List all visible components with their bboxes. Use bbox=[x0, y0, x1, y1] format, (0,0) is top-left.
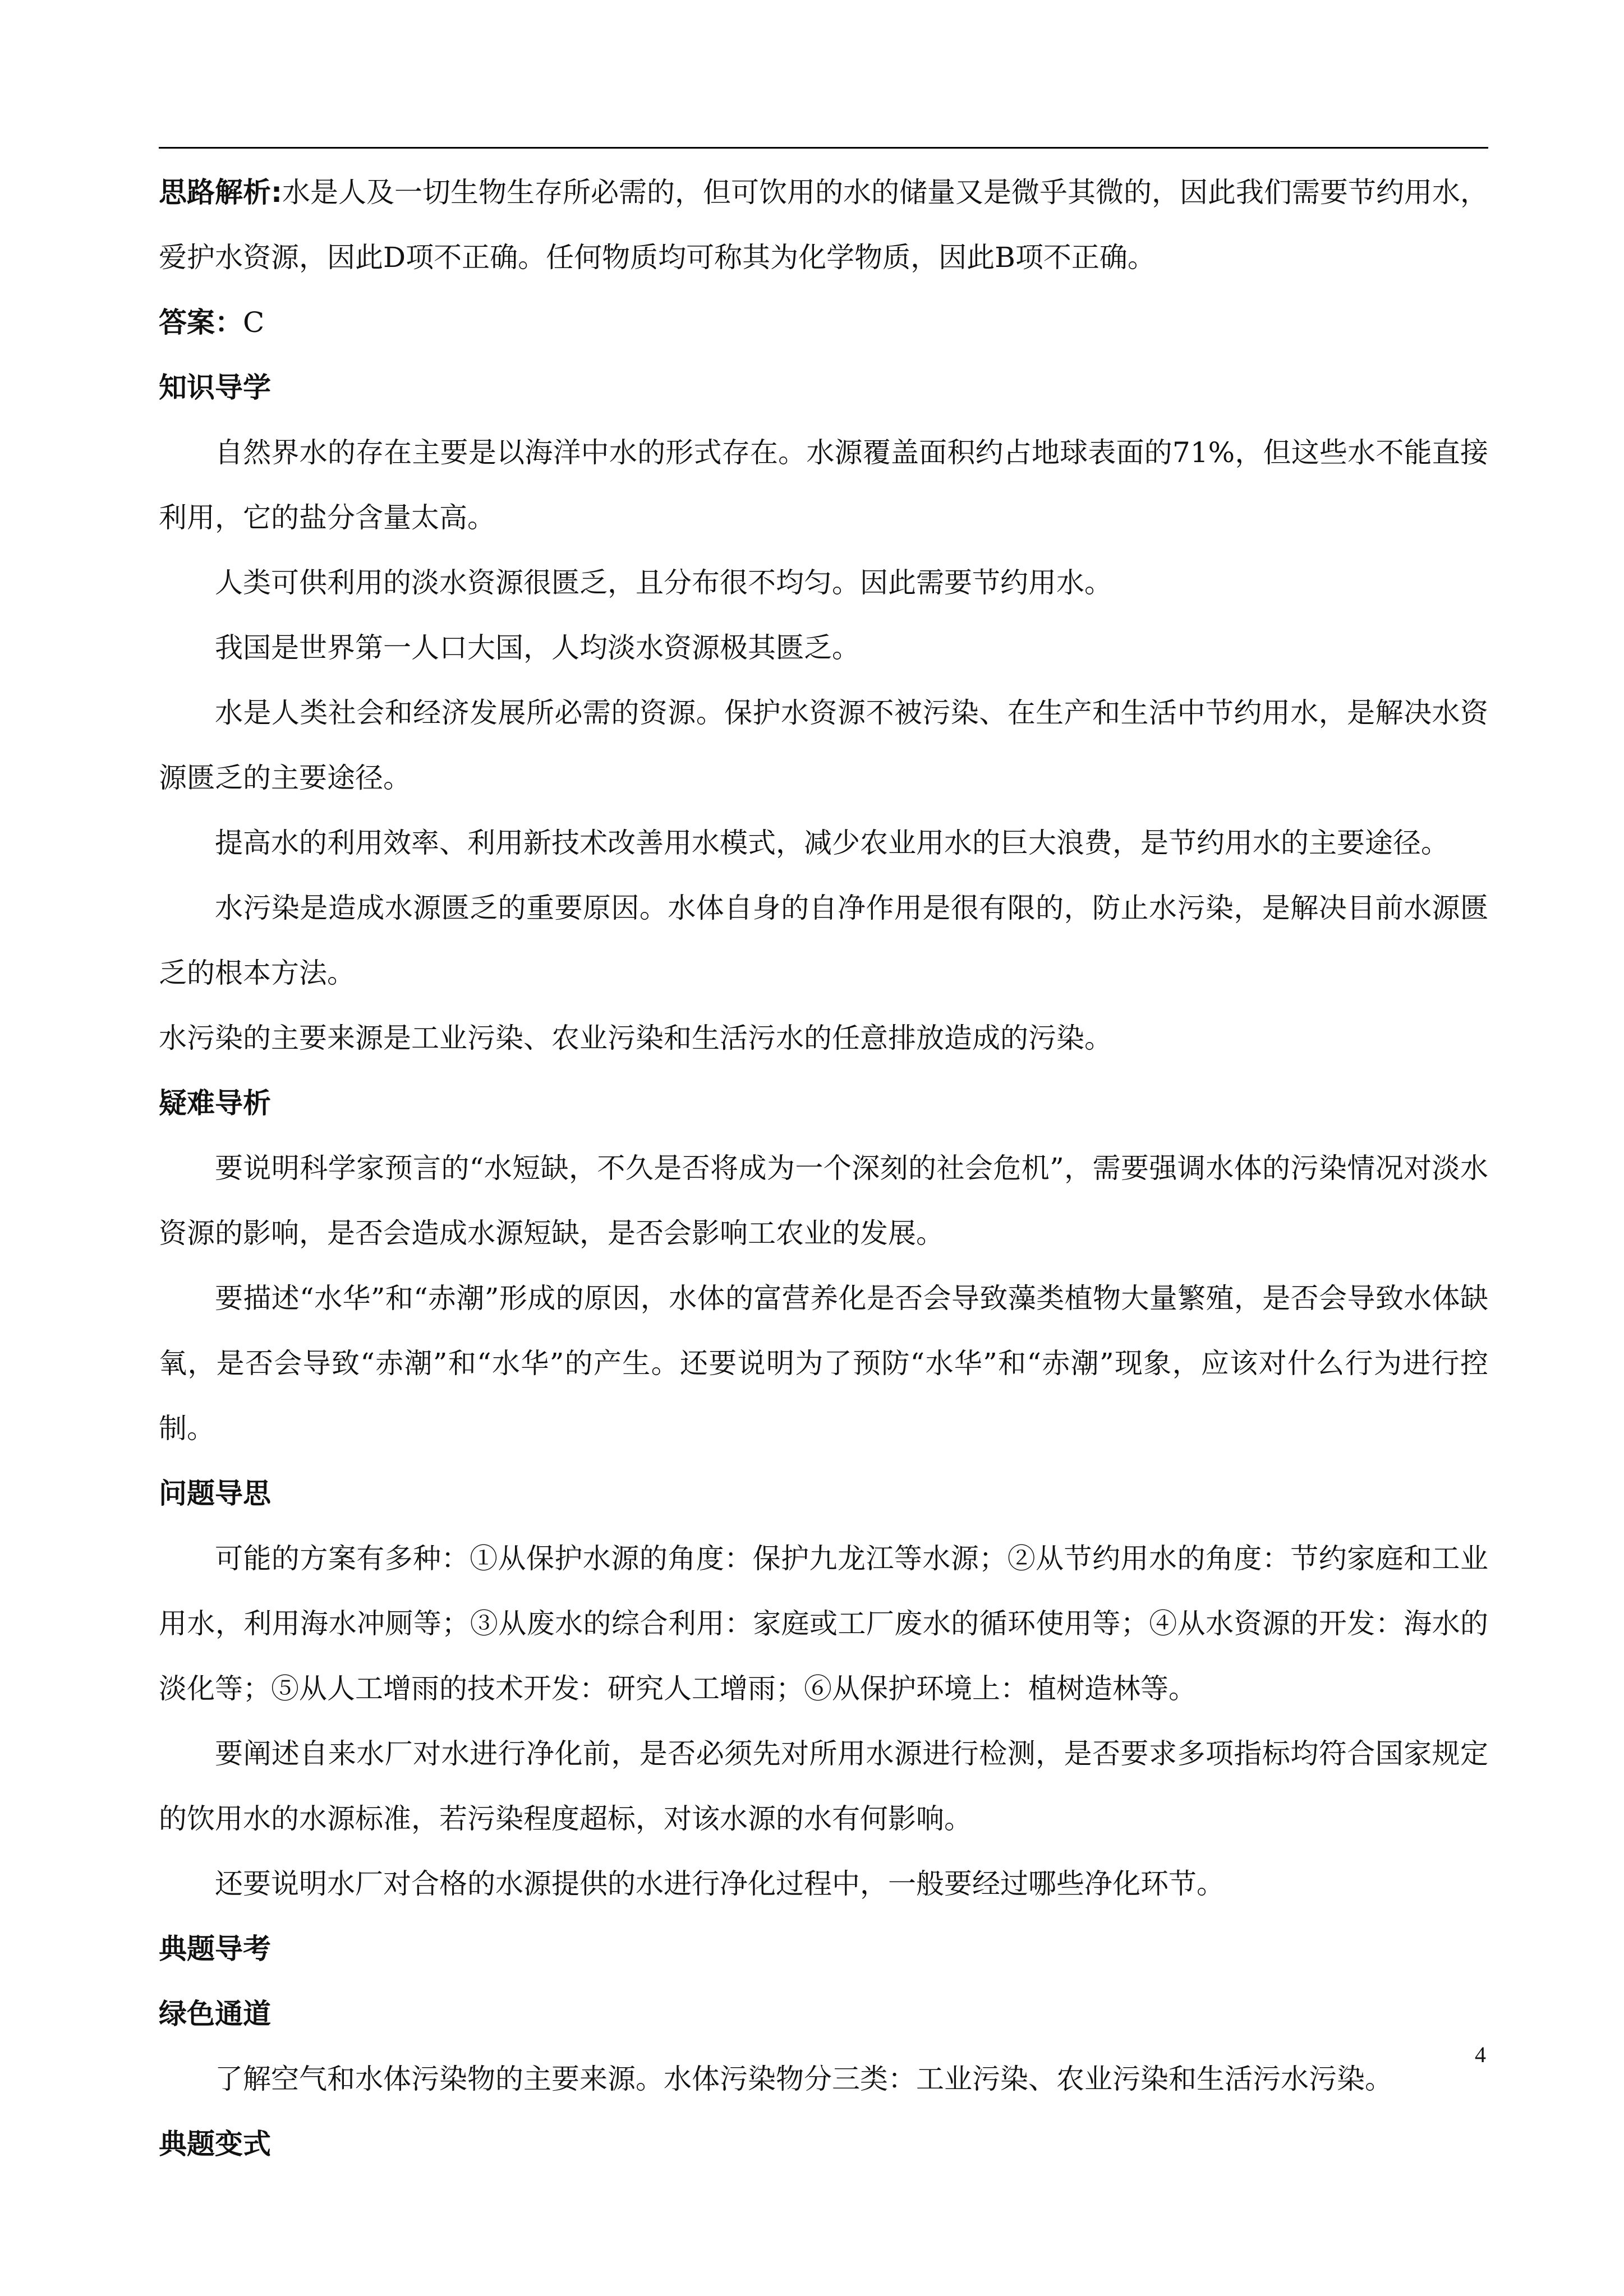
question-paragraph: 可能的方案有多种：①从保护水源的角度：保护九龙江等水源；②从节约用水的角度：节约家庭和工业用水，利用海水冲厕等；③从废水的综合利用：家庭或工厂废水的循环使用等；④从水资源的开发：海水的淡化等；⑤从人工增雨的技术开发：研究人工增雨；⑥从保护环境上：植树造林等。 bbox=[159, 1542, 1488, 1705]
variant-heading: 典题变式 bbox=[159, 2128, 271, 2160]
knowledge-closing: 水污染的主要来源是工业污染、农业污染和生活污水的任意排放造成的污染。 bbox=[159, 1022, 1112, 1054]
knowledge-paragraph: 人类可供利用的淡水资源很匮乏，且分布很不均匀。因此需要节约用水。 bbox=[215, 566, 1112, 599]
page-number: 4 bbox=[1475, 2042, 1486, 2067]
answer-line bbox=[159, 290, 1488, 355]
knowledge-paragraph: 我国是世界第一人口大国，人均淡水资源极其匮乏。 bbox=[215, 631, 860, 664]
question-paragraph: 要阐述自来水厂对水进行净化前，是否必须先对所用水源进行检测，是否要求多项指标均符合国家规定的饮用水的水源标准，若污染程度超标，对该水源的水有何影响。 bbox=[159, 1737, 1488, 1835]
analysis-text: 水是人及一切生物生存所必需的，但可饮用的水的储量又是微乎其微的，因此我们需要节约用水，爱护水资源，因此D项不正确。任何物质均可称其为化学物质，因此B项不正确。 bbox=[159, 176, 1488, 274]
knowledge-heading: 知识导学 bbox=[159, 371, 271, 404]
difficulty-paragraph: 要描述“水华”和“赤潮”形成的原因，水体的富营养化是否会导致藻类植物大量繁殖，是否会导致水体缺氧，是否会导致“赤潮”和“水华”的产生。还要说明为了预防“水华”和“赤潮”现象，应该对什么行为进行控制。 bbox=[159, 1282, 1488, 1445]
green-channel-heading: 绿色通道 bbox=[159, 1998, 271, 2030]
answer-value: C bbox=[243, 306, 265, 339]
analysis-label: 思路解析: bbox=[159, 176, 282, 209]
question-paragraph: 还要说明水厂对合格的水源提供的水进行净化过程中，一般要经过哪些净化环节。 bbox=[215, 1868, 1225, 1900]
typical-heading: 典题导考 bbox=[159, 1933, 271, 1965]
difficulty-paragraph: 要说明科学家预言的“水短缺，不久是否将成为一个深刻的社会危机”，需要强调水体的污染情况对淡水资源的影响，是否会造成水源短缺，是否会影响工农业的发展。 bbox=[159, 1152, 1488, 1250]
answer-label: 答案： bbox=[159, 306, 243, 339]
question-heading: 问题导思 bbox=[159, 1477, 271, 1510]
knowledge-paragraph: 提高水的利用效率、利用新技术改善用水模式，减少农业用水的巨大浪费，是节约用水的主要途径。 bbox=[215, 827, 1449, 859]
page-body bbox=[159, 160, 1488, 2177]
knowledge-paragraph: 水是人类社会和经济发展所必需的资源。保护水资源不被污染、在生产和生活中节约用水，是解决水资源匮乏的主要途径。 bbox=[159, 697, 1488, 794]
knowledge-paragraph: 水污染是造成水源匮乏的重要原因。水体自身的自净作用是很有限的，防止水污染，是解决目前水源匮乏的根本方法。 bbox=[159, 892, 1488, 989]
header-rule bbox=[159, 147, 1488, 149]
analysis-paragraph bbox=[159, 160, 1488, 290]
green-channel-paragraph: 了解空气和水体污染物的主要来源。水体污染物分三类：工业污染、农业污染和生活污水污染。 bbox=[215, 2063, 1393, 2095]
difficulty-heading: 疑难导析 bbox=[159, 1087, 271, 1119]
knowledge-paragraph: 自然界水的存在主要是以海洋中水的形式存在。水源覆盖面积约占地球表面的71%，但这些水不能直接利用，它的盐分含量太高。 bbox=[159, 436, 1488, 534]
